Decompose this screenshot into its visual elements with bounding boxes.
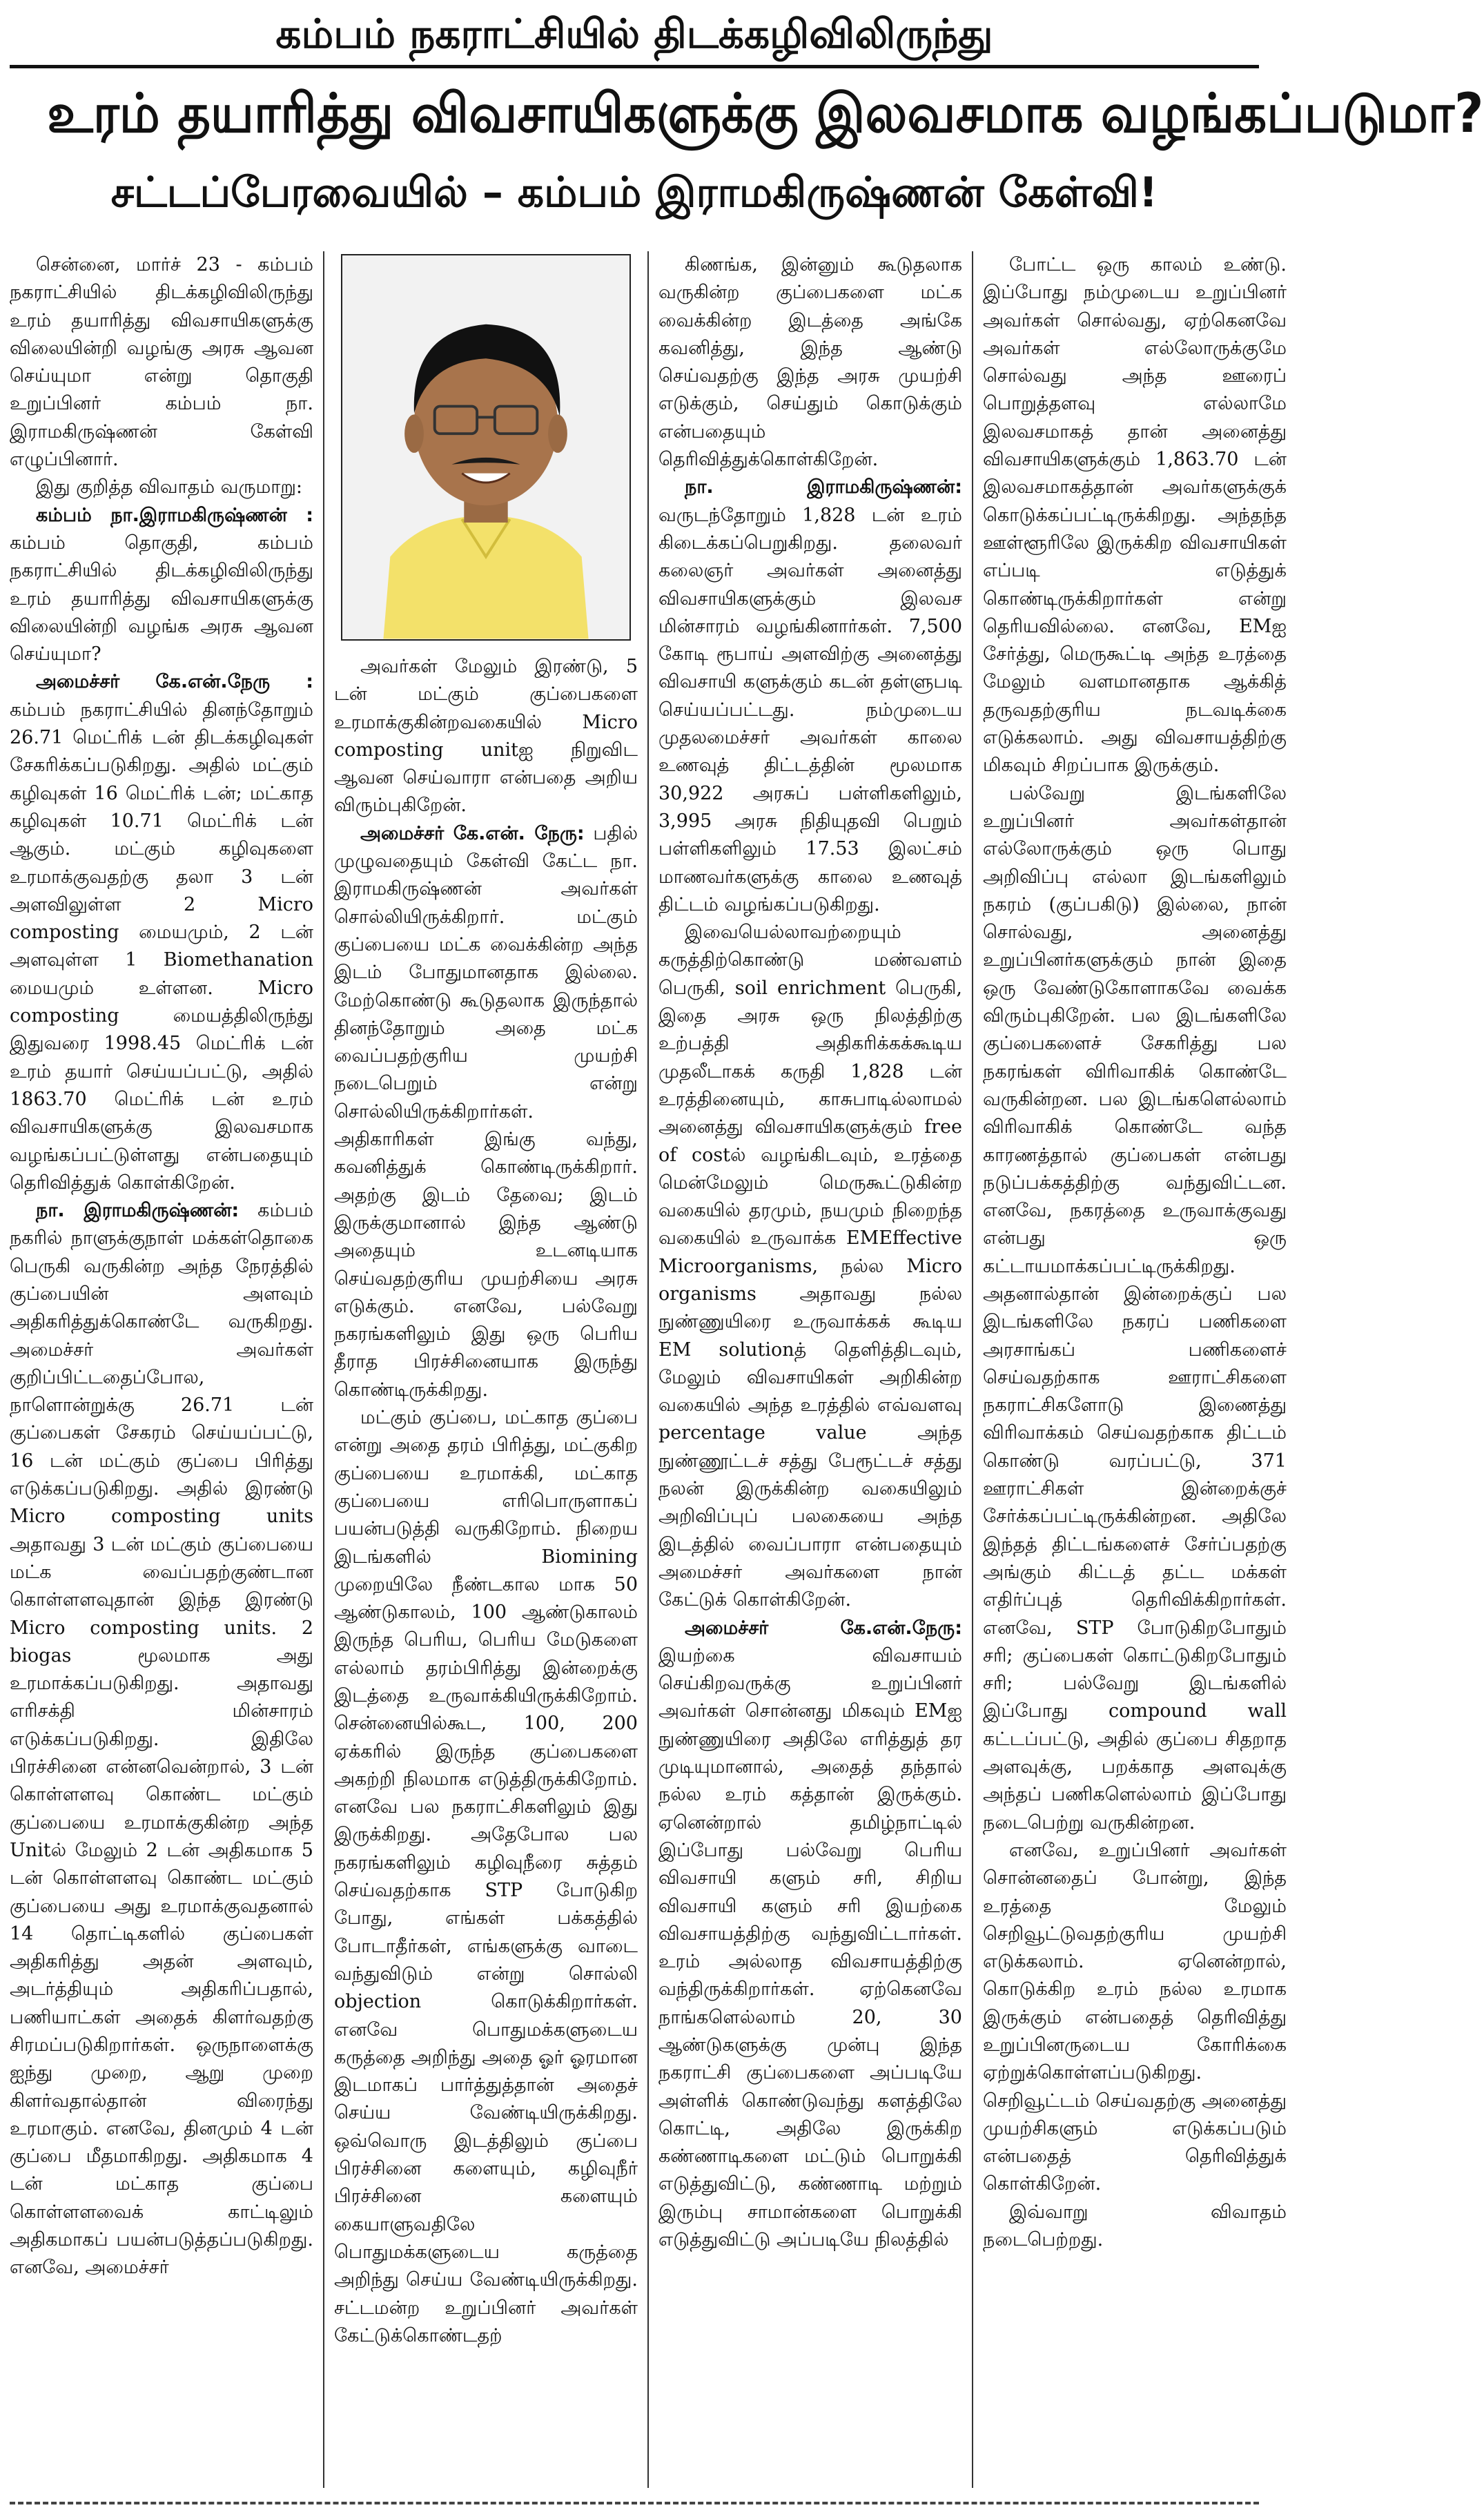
subhead: சட்டப்பேரவையில் – கம்பம் இராமகிருஷ்ணன் கேள்வி! (110, 168, 1158, 217)
paragraph (10, 502, 313, 669)
paragraph-text: மட்கும் குப்பை, மட்காத குப்பை என்று அதை தரம் பிரித்து, மட்குகிற குப்பையை உரமாக்கி, மட்காத குப்பையை எரிபொருளாகப் பயன்படுத்தி வருகிறோம். நிறைய இடங்களில் Biomining முறையிலே நீண்டகால மாக 50 ஆண்டுகாலம், 100 ஆண்டுகாலம் இருந்த பெரிய, பெரிய மேடுகளை எல்லாம் தரம்பிரித்து இன்றைக்கு இடத்தை உருவாக்கியிருக்கிறோம். சென்னையில்கூட, 100, 200 ஏக்கரில் இருந்த குப்பைகளை அகற்றி நிலமாக எடுத்திருக்கிறோம். எனவே பல நகராட்சிகளிலும் இது இருக்கிறது. அதேபோல பல நகரங்களிலும் கழிவுநீரை சுத்தம் செய்வதற்காக STP போடுகிற போது, எங்கள் பக்கத்தில் போடாதீர்கள், எங்களுக்கு வாடை வந்துவிடும் என்று சொல்லி objection கொடுக்கிறார்கள். எனவே பொதுமக்களுடைய கருத்தை அறிந்து அதை ஓர் ஓரமான இடமாகப் பார்த்துத்தான் அதைச் செய்ய வேண்டியிருக்கிறது. ஒவ்வொரு இடத்திலும் குப்பை பிரச்சினை களையும், கழிவுநீர் பிரச்சினை களையும் கையாளுவதிலே பொதுமக்களுடைய கருத்தை அறிந்து செய்ய வேண்டியிருக்கிறது. சட்டமன்ற உறுப்பினர் அவர்கள் கேட்டுக்கொண்டதற் (334, 1407, 638, 2346)
paragraph-text: வருடந்தோறும் 1,828 டன் உரம் கிடைக்கப்பெறுகிறது. தலைவர் கலைஞர் அவர்கள் அனைத்து விவசாயிகளுக்கும் இலவச மின்சாரம் வழங்கினார்கள். 7,500 கோடி ரூபாய் அளவிற்கு அனைத்து விவசாயி களுக்கும் கடன் தள்ளுபடி செய்யப்பட்டது. நம்முடைய முதலமைச்சர் அவர்கள் காலை உணவுத் திட்டத்தின் மூலமாக 30,922 அரசுப் பள்ளிகளிலும், 3,995 அரசு நிதியுதவி பெறும் பள்ளிகளிலும் 17.53 இலட்சம் மாணவர்களுக்கு காலை உணவுத் திட்டம் வழங்கப்படுகிறது. (658, 504, 962, 915)
paragraph-text: பல்வேறு இடங்களிலே உறுப்பினர் அவர்கள்தான் எல்லோருக்கும் ஒரு பொது அறிவிப்பு எல்லா இடங்களிலும் நகரம் (குப்பகிடு) இல்லை, நான் சொல்வது, அனைத்து உறுப்பினர்களுக்கும் நான் இதை ஒரு வேண்டுகோளாகவே வைக்க விரும்புகிறேன். பல இடங்களிலே குப்பைகளைச் சேகரித்து பல நகரங்கள் விரிவாகிக் கொண்டே வருகின்றன. பல இடங்களெல்லாம் விரிவாகிக் கொண்டே வந்த காரணத்தால் குப்பைகள் என்பது நடுப்பக்கத்திற்கு வந்துவிட்டன. எனவே, நகரத்தை உருவாக்குவது என்பது ஒரு கட்டாயமாக்கப்பட்டிருக்கிறது. அதனால்தான் இன்றைக்குப் பல இடங்களிலே நகரப் பணிகளை அரசாங்கப் பணிகளைச் செய்வதற்காக ஊராட்சிகளை நகராட்சிகளோடு இணைத்து விரிவாக்கம் செய்வதற்காக திட்டம் கொண்டு வரப்பட்டு, 371 ஊராட்சிகள் இன்றைக்குச் சேர்க்கப்பட்டிருக்கின்றன. அதிலே இந்தத் திட்டங்களைச் சேர்ப்பதற்கு அங்கும் கிட்டத் தட்ட மக்கள் எதிர்ப்புத் தெரிவிக்கிறார்கள். எனவே, STP போடுகிறபோதும் சரி; குப்பைகள் கொட்டுகிறபோதும் சரி; பல்வேறு இடங்களில் இப்போது compound wall கட்டப்பட்டு, அதில் குப்பை சிதறாத அளவுக்கு, பறக்காத அளவுக்கு அந்தப் பணிகளெல்லாம் இப்போது நடைபெற்று வருகின்றன. (983, 782, 1287, 1833)
speaker-label: கம்பம் நா.இராமகிருஷ்ணன் : (36, 504, 313, 526)
paragraph-text: கம்பம் நகராட்சியில் தினந்தோறும் 26.71 மெட்ரிக் டன் திடக்கழிவுகள் சேகரிக்கப்படுகிறது. அதில் மட்கும் கழிவுகள் 16 மெட்ரிக் டன்; மட்காத கழிவுகள் 10.71 மெட்ரிக் டன் ஆகும். மட்கும் கழிவுகளை உரமாக்குவதற்கு தலா 3 டன் அளவிலுள்ள 2 Micro composting மையமும், 2 டன் அளவுள்ள 1 Biomethanation மையமும் உள்ளன. Micro composting மையத்திலிருந்து இதுவரை 1998.45 மெட்ரிக் டன் உரம் தயார் செய்யப்பட்டு, அதில் 1863.70 மெட்ரிக் டன் உரம் விவசாயிகளுக்கு இலவசமாக வழங்கப்பட்டுள்ளது என்பதையும் தெரிவித்துக் கொள்கிறேன். (10, 699, 313, 1194)
speaker-label: நா. இராமகிருஷ்ணன்: (685, 476, 962, 498)
kicker: கம்பம் நகராட்சியில் திடக்கழிவிலிருந்து (10, 10, 1259, 68)
speaker-label: அமைச்சர் கே.என். நேரு: (360, 822, 585, 844)
bottom-dashed-rule (10, 2502, 1259, 2504)
paragraph (334, 820, 638, 1404)
paragraph-text: கிணங்க, இன்னும் கூடுதலாக வருகின்ற குப்பைகளை மட்க வைக்கின்ற இடத்தை அங்கே கவனித்து, இந்த ஆண்டு செய்வதற்கு இந்த அரசு முயற்சி எடுக்கும், செய்தும் கொடுக்கும் என்பதையும் தெரிவித்துக்கொள்கிறேன். (658, 254, 962, 471)
column-1 (10, 251, 313, 2488)
paragraph (334, 653, 638, 820)
paragraph (10, 1197, 313, 2282)
paragraph (10, 251, 313, 474)
headline: உரம் தயாரித்து விவசாயிகளுக்கு இலவசமாக வழங்கப்படுமா? (47, 83, 1484, 145)
paragraph-text: பதில் முழுவதையும் கேள்வி கேட்ட நா. இராமகிருஷ்ணன் அவர்கள் சொல்லியிருக்கிறார். மட்கும் குப்பையை மட்க வைக்கின்ற அந்த இடம் போதுமானதாக இல்லை. மேற்கொண்டு கூடுதலாக இருந்தால் தினந்தோறும் அதை மட்க வைப்பதற்குரிய முயற்சி நடைபெறும் என்று சொல்லியிருக்கிறார்கள். அதிகாரிகள் இங்கு வந்து, கவனித்துக் கொண்டிருக்கிறார். அதற்கு இடம் தேவை; இடம் இருக்குமானால் இந்த ஆண்டு அதையும் உடனடியாக செய்வதற்குரிய முயற்சியை அரசு எடுக்கும். எனவே, பல்வேறு நகரங்களிலும் இது ஒரு பெரிய தீராத பிரச்சினையாக இருந்து கொண்டிருக்கிறது. (334, 822, 638, 1401)
column-rule (647, 251, 649, 2488)
column-2 (334, 251, 638, 2488)
paragraph-text: இது குறித்த விவாதம் வருமாறு: (36, 476, 303, 498)
paragraph (983, 780, 1287, 1837)
article-columns (10, 251, 1287, 2488)
paragraph-text: கம்பம் தொகுதி, கம்பம் நகராட்சியில் திடக்கழிவிலிருந்து உரம் தயாரித்து விவசாயிகளுக்கு விலையின்றி வழங்க அரசு ஆவன செய்யுமா? (10, 532, 313, 665)
column-rule (972, 251, 973, 2488)
portrait-illustration (342, 255, 629, 639)
paragraph-text: கம்பம் நகரில் நாளுக்குநாள் மக்கள்தொகை பெருகி வருகின்ற அந்த நேரத்தில் குப்பையின் அளவும் அதிகரித்துக்கொண்டே வருகிறது. அமைச்சர் அவர்கள் குறிப்பிட்டதைப்போல, நாளொன்றுக்கு 26.71 டன் குப்பைகள் சேகரம் செய்யப்பட்டு, 16 டன் மட்கும் குப்பை பிரித்து எடுக்கப்படுகிறது. அதில் இரண்டு Micro composting units அதாவது 3 டன் மட்கும் குப்பையை மட்க வைப்பதற்குண்டான கொள்ளளவுதான் இந்த இரண்டு Micro composting units. 2 biogas மூலமாக அது உரமாக்கப்படுகிறது. அதாவது எரிசக்தி மின்சாரம் எடுக்கப்படுகிறது. இதிலே பிரச்சினை என்னவென்றால், 3 டன் கொள்ளளவு கொண்ட மட்கும் குப்பையை உரமாக்குகின்ற அந்த Unitல் மேலும் 2 டன் அதிகமாக 5 டன் கொள்ளளவு கொண்ட மட்கும் குப்பையை அது உரமாக்குவதனால் 14 தொட்டிகளில் குப்பைகள் அதிகரித்து அதன் அளவும், அடர்த்தியும் அதிகரிப்பதால், பணியாட்கள் அதைக் கிளர்வதற்கு சிரமப்படுகிறார்கள். ஒருநாளைக்கு ஐந்து முறை, ஆறு முறை கிளர்வதால்தான் விரைந்து உரமாகும். எனவே, தினமும் 4 டன் குப்பை மீதமாகிறது. அதிகமாக 4 டன் மட்காத குப்பை கொள்ளளவைக் காட்டிலும் அதிகமாகப் பயன்படுத்தப்படுகிறது. எனவே, அமைச்சர் (10, 1200, 313, 2279)
column-3 (658, 251, 962, 2488)
column-rule (323, 251, 324, 2488)
paragraph-text: இயற்கை விவசாயம் செய்கிறவருக்கு உறுப்பினர் அவர்கள் சொன்னது மிகவும் EMஐ நுண்ணுயிரை அதிலே எரித்துத் தர முடியுமானால், அதைத் தந்தால் நல்ல உரம் கத்தான் இருக்கும். ஏனென்றால் தமிழ்நாட்டில் இப்போது பல்வேறு பெரிய விவசாயி களும் சரி, சிறிய விவசாயி களும் சரி இயற்கை விவசாயத்திற்கு வந்துவிட்டார்கள். உரம் அல்லாத விவசாயத்திற்கு வந்திருக்கிறார்கள். ஏற்கெனவே நாங்களெல்லாம் 20, 30 ஆண்டுகளுக்கு முன்பு இந்த நகராட்சி குப்பைகளை அப்படியே அள்ளிக் கொண்டுவந்து களத்திலே கொட்டி, அதிலே இருக்கிற கண்ணாடிகளை மட்டும் பொறுக்கி எடுத்துவிட்டு, கண்ணாடி மற்றும் இரும்பு சாமான்களை பொறுக்கி எடுத்துவிட்டு அப்படியே நிலத்தில் (658, 1644, 962, 2251)
paragraph (658, 474, 962, 919)
paragraph (983, 1837, 1287, 2199)
paragraph-text: அவர்கள் மேலும் இரண்டு, 5 டன் மட்கும் குப்பைகளை உரமாக்குகின்றவகையில் Micro composting unitஐ நிறுவிட ஆவன செய்வாரா என்பதை அறிய விரும்புகிறேன். (334, 656, 638, 817)
column-4 (983, 251, 1287, 2488)
paragraph (983, 2199, 1287, 2255)
paragraph (658, 1615, 962, 2255)
paragraph (334, 1404, 638, 2350)
speaker-label: அமைச்சர் கே.என்.நேரு : (36, 671, 313, 693)
paragraph-text: இவ்வாறு விவாதம் நடைபெற்றது. (983, 2201, 1287, 2251)
paragraph (983, 251, 1287, 780)
paragraph (10, 668, 313, 1197)
speaker-label: நா. இராமகிருஷ்ணன்: (36, 1200, 240, 1222)
portrait-photo (341, 254, 631, 641)
paragraph (658, 919, 962, 1614)
paragraph-text: போட்ட ஒரு காலம் உண்டு. இப்போது நம்முடைய உறுப்பினர் அவர்கள் சொல்வது, ஏற்கெனவே அவர்கள் எல்லோருக்குமே சொல்வது அந்த ஊரைப் பொறுத்தளவு எல்லாமே இலவசமாகத் தான் அனைத்து விவசாயிகளுக்கும் 1,863.70 டன் இலவசமாகத்தான் அவர்களுக்குக் கொடுக்கப்பட்டிருக்கிறது. அந்தந்த ஊள்ளூரிலே இருக்கிற விவசாயிகள் எப்படி எடுத்துக் கொண்டிருக்கிறார்கள் என்று தெரியவில்லை. எனவே, EMஐ சேர்த்து, மெருகூட்டி அந்த உரத்தை மேலும் வளமானதாக ஆக்கித் தருவதற்குரிய நடவடிக்கை எடுக்கலாம். அது விவசாயத்திற்கு மிகவும் சிறப்பாக இருக்கும். (983, 254, 1287, 777)
paragraph (658, 251, 962, 474)
paragraph (10, 474, 313, 501)
newspaper-page (0, 10, 1484, 2510)
paragraph-text: இவையெல்லாவற்றையும் கருத்திற்கொண்டு மண்வளம் பெருகி, soil enrichment பெருகி, இதை அரசு ஒரு நிலத்திற்கு உற்பத்தி அதிகரிக்கக்கூடிய முதலீடாகக் கருதி 1,828 டன் உரத்தினையும், காசுபாடில்லாமல் அனைத்து விவசாயிகளுக்கும் free of costல் வழங்கிடவும், உரத்தை மென்மேலும் மெருகூட்டுகின்ற வகையில் தரமும், நயமும் நிறைந்த வகையில் உருவாக்க EMEffective Microorganisms, நல்ல Micro organisms அதாவது நல்ல நுண்ணுயிரை உருவாக்கக் கூடிய EM solutionத் தெளித்திடவும், மேலும் விவசாயிகள் அறிகின்ற வகையில் அந்த உரத்தில் எவ்வளவு percentage value அந்த நுண்ணூட்டச் சத்து பேரூட்டச் சத்து நலன் இருக்கின்ற வகையிலும் அறிவிப்புப் பலகையை அந்த இடத்தில் வைப்பாரா என்பதையும் அமைச்சர் அவர்களை நான் கேட்டுக் கொள்கிறேன். (658, 922, 962, 1611)
paragraph-text: சென்னை, மார்ச் 23 - கம்பம் நகராட்சியில் திடக்கழிவிலிருந்து உரம் தயாரித்து விவசாயிகளுக்கு விலையின்றி வழங்கு அரசு ஆவன செய்யுமா என்று தொகுதி உறுப்பினர் கம்பம் நா. இராமகிருஷ்ணன் கேள்வி எழுப்பினார். (10, 254, 313, 471)
speaker-label: அமைச்சர் கே.என்.நேரு: (685, 1617, 962, 1639)
paragraph-text: எனவே, உறுப்பினர் அவர்கள் சொன்னதைப் போன்று, இந்த உரத்தை மேலும் செறிவூட்டுவதற்குரிய முயற்சி எடுக்கலாம். ஏனென்றால், கொடுக்கிற உரம் நல்ல உரமாக இருக்கும் என்பதைத் தெரிவித்து உறுப்பினருடைய கோரிக்கை ஏற்றுக்கொள்ளப்படுகிறது. செறிவூட்டம் செய்வதற்கு அனைத்து முயற்சிகளும் எடுக்கப்படும் என்பதைத் தெரிவித்துக் கொள்கிறேன். (983, 1839, 1287, 2195)
